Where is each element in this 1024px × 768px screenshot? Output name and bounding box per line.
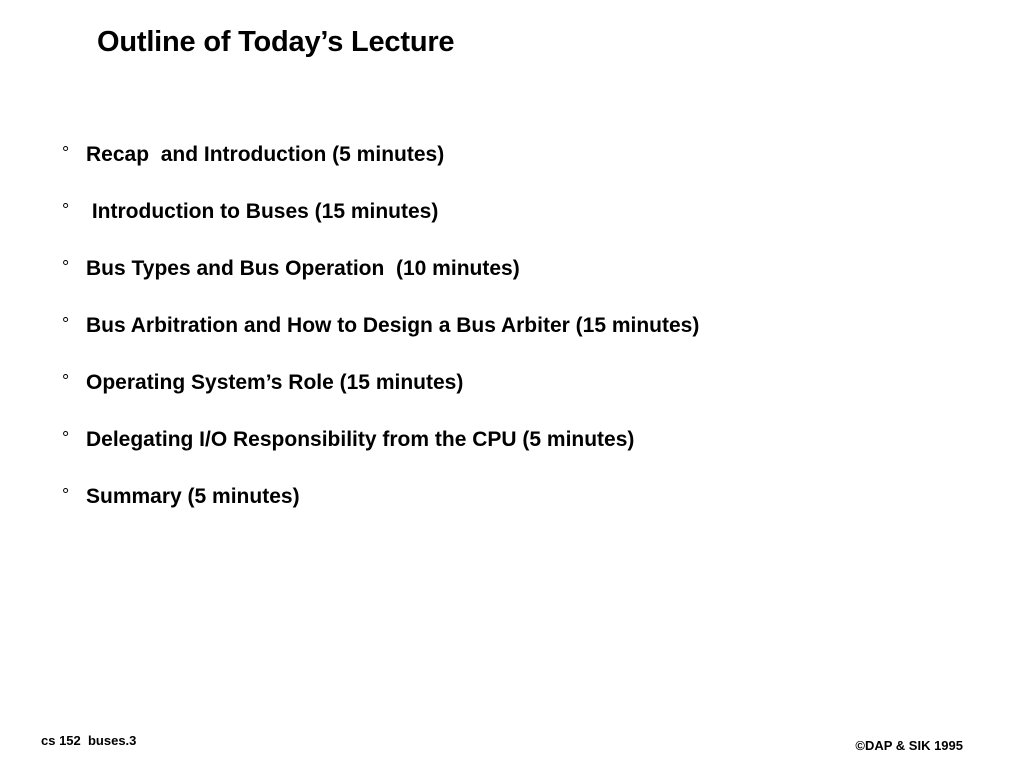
bullet-icon: ° xyxy=(62,257,70,277)
bullet-icon: ° xyxy=(62,200,70,220)
list-item xyxy=(62,428,699,485)
list-item xyxy=(62,143,699,200)
bullet-icon: ° xyxy=(62,485,70,505)
slide-title: Outline of Today’s Lecture xyxy=(97,26,455,58)
footer-course-label: cs 152 buses.3 xyxy=(41,733,137,748)
list-item xyxy=(62,371,699,428)
list-item xyxy=(62,485,699,542)
list-item xyxy=(62,314,699,371)
list-item-label: Summary (5 minutes) xyxy=(86,485,300,508)
list-item xyxy=(62,257,699,314)
list-item-label: Bus Arbitration and How to Design a Bus Arbiter (15 minutes) xyxy=(86,314,700,337)
footer-copyright: ©DAP & SIK 1995 xyxy=(855,738,963,753)
bullet-icon: ° xyxy=(62,314,70,334)
bullet-icon: ° xyxy=(62,428,70,448)
outline-list xyxy=(62,143,699,542)
bullet-icon: ° xyxy=(62,371,70,391)
list-item-label: Operating System’s Role (15 minutes) xyxy=(86,371,464,394)
list-item-label: Bus Types and Bus Operation (10 minutes) xyxy=(86,257,520,280)
list-item-label: Introduction to Buses (15 minutes) xyxy=(86,200,439,223)
list-item-label: Delegating I/O Responsibility from the CPU (5 minutes) xyxy=(86,428,635,451)
list-item-label: Recap and Introduction (5 minutes) xyxy=(86,143,445,166)
bullet-icon: ° xyxy=(62,143,70,163)
list-item xyxy=(62,200,699,257)
